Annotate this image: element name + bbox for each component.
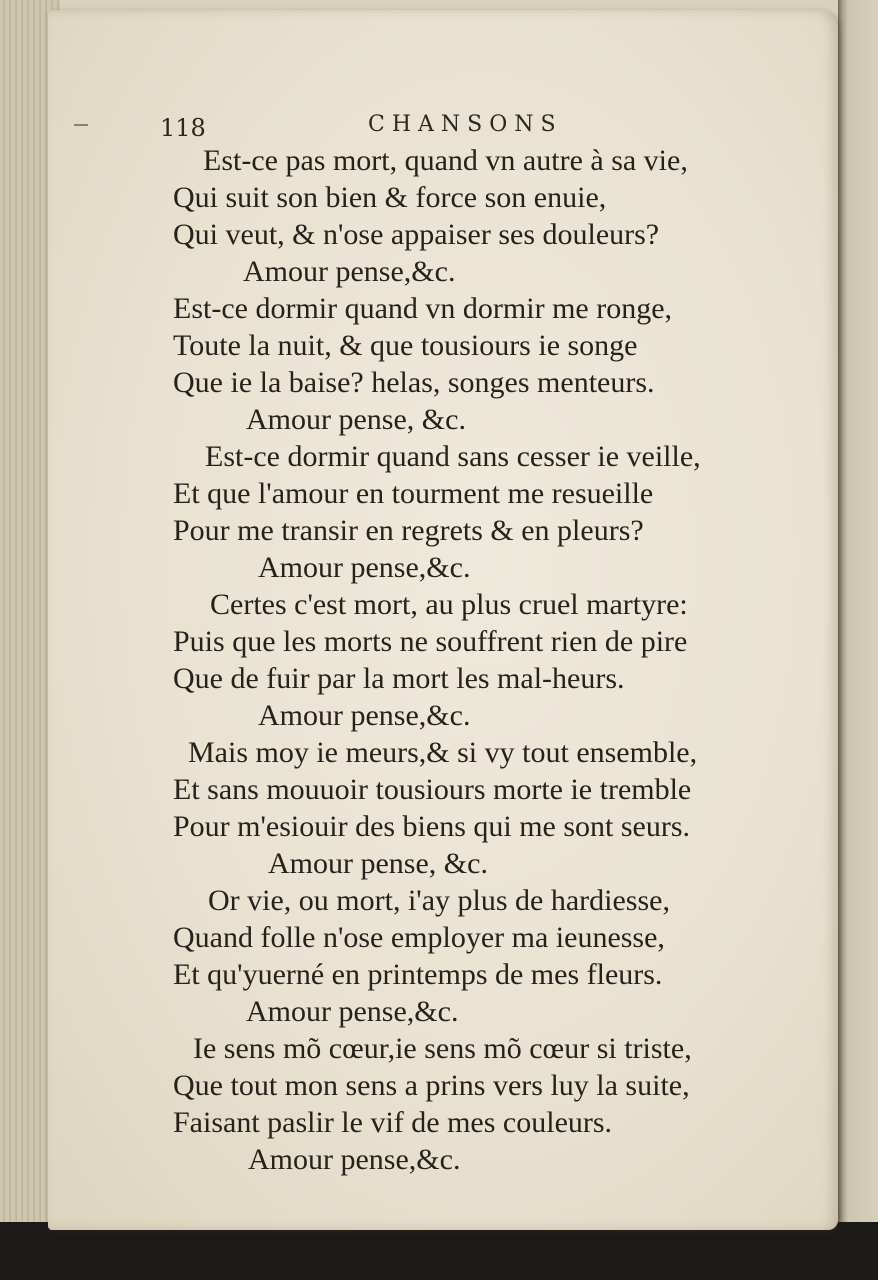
verse-line: Toute la nuit, & que tousiours ie songe [173,329,638,362]
verse-line: Que ie la baise? helas, songes menteurs. [173,366,655,399]
page-number: 118 [160,114,206,142]
verse-line: Or vie, ou mort, i'ay plus de hardiesse, [208,884,670,917]
verse-line: Ie sens mõ cœur,ie sens mõ cœur si triste, [193,1032,692,1065]
verse-line: Et que l'amour en tourment me resueille [173,477,654,510]
verse-line: Certes c'est mort, au plus cruel martyre: [210,588,688,621]
verse-line: Est-ce dormir quand vn dormir me ronge, [173,292,673,325]
refrain-line: Amour pense, &c. [246,403,466,436]
verse-line: Est-ce dormir quand sans cesser ie veille, [205,440,701,473]
verse-line: Pour me transir en regrets & en pleurs? [173,514,644,547]
verse-line: Qui veut, & n'ose appaiser ses douleurs? [173,218,660,251]
verse-line: Et qu'yuerné en printemps de mes fleurs. [173,958,663,991]
verse-line: Qui suit son bien & force son enuie, [173,181,607,214]
verse-line: Faisant paslir le vif de mes couleurs. [173,1106,613,1139]
running-title: CHANSONS [368,112,563,137]
verse-line: Que tout mon sens a prins vers luy la suite, [173,1069,690,1102]
verse-line: Et sans mouuoir tousiours morte ie tremble [173,773,692,806]
refrain-line: Amour pense,&c. [248,1143,461,1176]
refrain-line: Amour pense, &c. [268,847,488,880]
verse-line: Puis que les morts ne souffrent rien de pire [173,625,688,658]
refrain-line: Amour pense,&c. [243,255,456,288]
page-header [48,106,838,146]
verse-line: Pour m'esiouir des biens qui me sont seurs. [173,810,691,843]
verse-line: Que de fuir par la mort les mal-heurs. [173,662,625,695]
refrain-line: Amour pense,&c. [258,699,471,732]
scanner-background [0,1222,878,1280]
verse-line: Mais moy ie meurs,& si vy tout ensemble, [188,736,698,769]
refrain-line: Amour pense,&c. [258,551,471,584]
book-page [48,10,838,1230]
verse-line: Est-ce pas mort, quand vn autre à sa vie, [203,144,688,177]
facing-page-edge [838,0,878,1240]
refrain-line: Amour pense,&c. [246,995,459,1028]
verse-line: Quand folle n'ose employer ma ieunesse, [173,921,665,954]
